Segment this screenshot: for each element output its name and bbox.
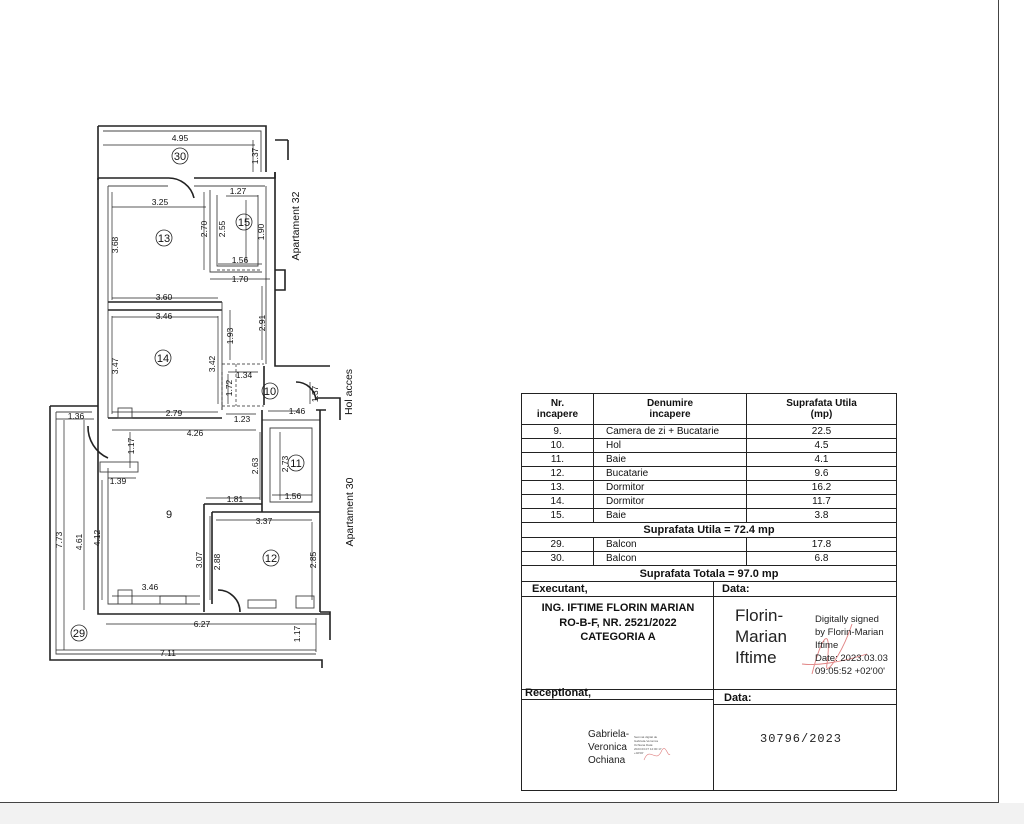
row-nr: 10.: [522, 439, 594, 452]
signature-1-name-line1: Florin-: [735, 606, 784, 625]
dim-3-37: 3.37: [255, 516, 273, 526]
dim-2-73: 2.73: [280, 455, 290, 473]
room-14-label: [155, 350, 171, 366]
svg-text:14: 14: [156, 353, 170, 365]
executant-data-label: Data:: [722, 583, 750, 595]
table-row: [522, 467, 896, 481]
dim-1-81: 1.81: [226, 494, 244, 504]
row-nr: 13.: [522, 481, 594, 494]
signature-1-name-line3: Iftime: [735, 648, 777, 667]
svg-text:12: 12: [264, 553, 278, 565]
dim-7-11: 7.11: [160, 648, 176, 658]
svg-text:15: 15: [237, 217, 251, 229]
table-row: [522, 453, 896, 467]
dim-3-07: 3.07: [194, 551, 204, 569]
row-area: 17.8: [811, 539, 832, 550]
row-area: 6.8: [814, 553, 829, 564]
balcony-29-outline: [50, 406, 322, 668]
signature-1-info-line5: 09:05:52 +02'00': [815, 666, 885, 677]
row-nr: 15.: [522, 509, 594, 522]
dim-3-68: 3.68: [110, 236, 120, 254]
row-nr: 11.: [522, 453, 594, 466]
row-nr: 12.: [522, 467, 594, 480]
dim-1-34: 1.34: [235, 370, 253, 380]
signature-2-info: Semnat digital de Gabriela-Veronica Ochiana Data: 2023.03.07 12:00:17 +02'00': [634, 735, 662, 755]
row-area: 3.8: [814, 510, 829, 521]
dim-1-46: 1.46: [288, 406, 306, 416]
signature-1-info-line1: Digitally signed: [815, 614, 879, 625]
row-nr: 29.: [522, 538, 594, 551]
dim-2-88: 2.88: [212, 553, 222, 571]
row-nr: 9.: [522, 425, 594, 438]
dim-1-90: 1.90: [256, 223, 266, 241]
signature-1-info-line4: Date: 2023.03.03: [815, 653, 888, 664]
room-30-label: [172, 148, 188, 164]
row-name: Balcon: [594, 552, 747, 565]
dim-1-23: 1.23: [233, 414, 251, 424]
row-area: 16.2: [811, 482, 832, 493]
page-bottom-strip: [0, 803, 1024, 824]
row-area: 9.6: [814, 468, 829, 479]
receptionat-section: [522, 687, 896, 790]
table-row: [522, 425, 896, 439]
row-nr: 14.: [522, 495, 594, 508]
dim-2-79: 2.79: [165, 408, 183, 418]
signature-1-info-line3: Iftime: [815, 640, 839, 651]
dim-1-27: 1.27: [229, 186, 247, 196]
row-name: Dormitor: [594, 495, 747, 508]
dim-4-61: 4.61: [74, 533, 84, 551]
row-area: 11.7: [812, 496, 831, 507]
signature-1-info-line2: by Florin-Marian: [815, 627, 884, 638]
dim-3-42: 3.42: [207, 355, 217, 373]
dim-3-25: 3.25: [151, 197, 169, 207]
table-header: [522, 394, 896, 425]
row-name: Bucatarie: [594, 467, 747, 480]
row-area: 4.5: [814, 440, 829, 451]
header-denumire: Denumire incapere: [594, 394, 747, 424]
table-row: [522, 509, 896, 523]
signature-1-name-line2: Marian: [735, 627, 787, 646]
dim-2-55: 2.55: [217, 220, 227, 238]
suprafata-utila-row: [522, 523, 896, 538]
door-13-arc: [168, 178, 194, 198]
executant-label: Executant,: [532, 583, 588, 595]
dim-4-95: 4.95: [171, 133, 189, 143]
dim-1-37-a: 1.37: [250, 147, 260, 165]
table-row: [522, 481, 896, 495]
dim-6-27: 6.27: [193, 619, 211, 629]
dim-7-73: 7.73: [54, 531, 64, 549]
dim-1-39: 1.39: [109, 476, 127, 486]
table-row: [522, 538, 896, 552]
room-10-label: [262, 383, 278, 399]
row-nr: 30.: [522, 552, 594, 565]
receptionat-data-label: Data:: [724, 692, 752, 704]
dim-1-17-b: 1.17: [292, 625, 302, 643]
dim-1-17-a: 1.17: [126, 437, 136, 455]
room-15-label: [236, 214, 252, 230]
dim-3-60: 3.60: [155, 292, 173, 302]
row-name: Baie: [594, 453, 747, 466]
row-name: Hol: [594, 439, 747, 452]
dim-3-47: 3.47: [110, 357, 120, 375]
executant-reg: RO-B-F, NR. 2521/2022: [559, 617, 677, 629]
svg-text:13: 13: [157, 233, 171, 245]
row-name: Baie: [594, 509, 747, 522]
row-name: Balcon: [594, 538, 747, 551]
hol-acces-label: Hol acces: [343, 368, 355, 416]
dim-4-12: 4.12: [92, 529, 102, 547]
room-29-label: [71, 625, 87, 641]
dim-2-70: 2.70: [199, 220, 209, 238]
dim-1-37-b: 1.37: [310, 385, 320, 403]
page-border-right: [998, 0, 999, 802]
registration-number: 30796/2023: [760, 732, 843, 746]
door-12-arc: [218, 590, 240, 612]
executant-section: [522, 582, 896, 690]
signature-scribble-2: [642, 740, 672, 770]
dim-2-63: 2.63: [250, 457, 260, 475]
room-11-label: [288, 455, 304, 471]
row-area: 4.1: [814, 454, 829, 465]
wall-apartment-32: [275, 140, 330, 366]
table-row: [522, 439, 896, 453]
dim-1-36: 1.36: [67, 411, 85, 421]
room-area-table: [521, 393, 897, 791]
executant-name: ING. IFTIME FLORIN MARIAN: [541, 602, 695, 614]
signature-2-name-line1: Gabriela-: [588, 729, 630, 740]
dim-2-91: 2.91: [257, 314, 267, 332]
svg-text:30: 30: [173, 151, 187, 163]
signature-2-name-line3: Ochiana: [588, 755, 626, 766]
dim-1-56-a: 1.56: [231, 255, 249, 265]
suprafata-totala-row: [522, 566, 896, 582]
dim-1-72: 1.72: [224, 379, 234, 397]
table-row: [522, 495, 896, 509]
dim-4-26: 4.26: [186, 428, 204, 438]
apartment-30-label: Apartament 30: [344, 477, 356, 547]
dim-2-85: 2.85: [308, 551, 318, 569]
wall-top-13-15: [98, 172, 275, 178]
row-name: Dormitor: [594, 481, 747, 494]
row-name: Camera de zi + Bucatarie: [594, 425, 747, 438]
dim-1-70: 1.70: [231, 274, 249, 284]
svg-text:29: 29: [72, 628, 86, 640]
svg-text:11: 11: [290, 458, 302, 470]
executant-category: CATEGORIA A: [580, 631, 656, 643]
room-9-label: [166, 509, 172, 521]
svg-text:10: 10: [263, 386, 277, 398]
row-area: 22.5: [811, 426, 832, 437]
svg-text:9: 9: [165, 509, 173, 521]
room-12-label: [263, 550, 279, 566]
room-13-label: [156, 230, 172, 246]
dim-1-93: 1.93: [225, 327, 235, 345]
wall-13-14: [108, 302, 222, 310]
executant-cell: [522, 582, 714, 690]
dim-3-46-b: 3.46: [141, 582, 159, 592]
suprafata-totala-text: Suprafata Totala = 97.0 mp: [639, 567, 779, 580]
wall-14-9: [98, 410, 222, 418]
table-row: [522, 552, 896, 566]
floor-plan: [0, 0, 420, 680]
dim-1-56-b: 1.56: [284, 491, 302, 501]
header-suprafata: Suprafata Utila (mp): [786, 398, 857, 420]
receptionat-label: Receptionat,: [525, 687, 592, 699]
signature-2-name-line2: Veronica: [588, 742, 627, 753]
header-nr: Nr. incapere: [522, 394, 594, 424]
apartment-32-label: Apartament 32: [290, 191, 302, 261]
suprafata-utila-text: Suprafata Utila = 72.4 mp: [643, 524, 775, 536]
dim-3-46-a: 3.46: [155, 311, 173, 321]
